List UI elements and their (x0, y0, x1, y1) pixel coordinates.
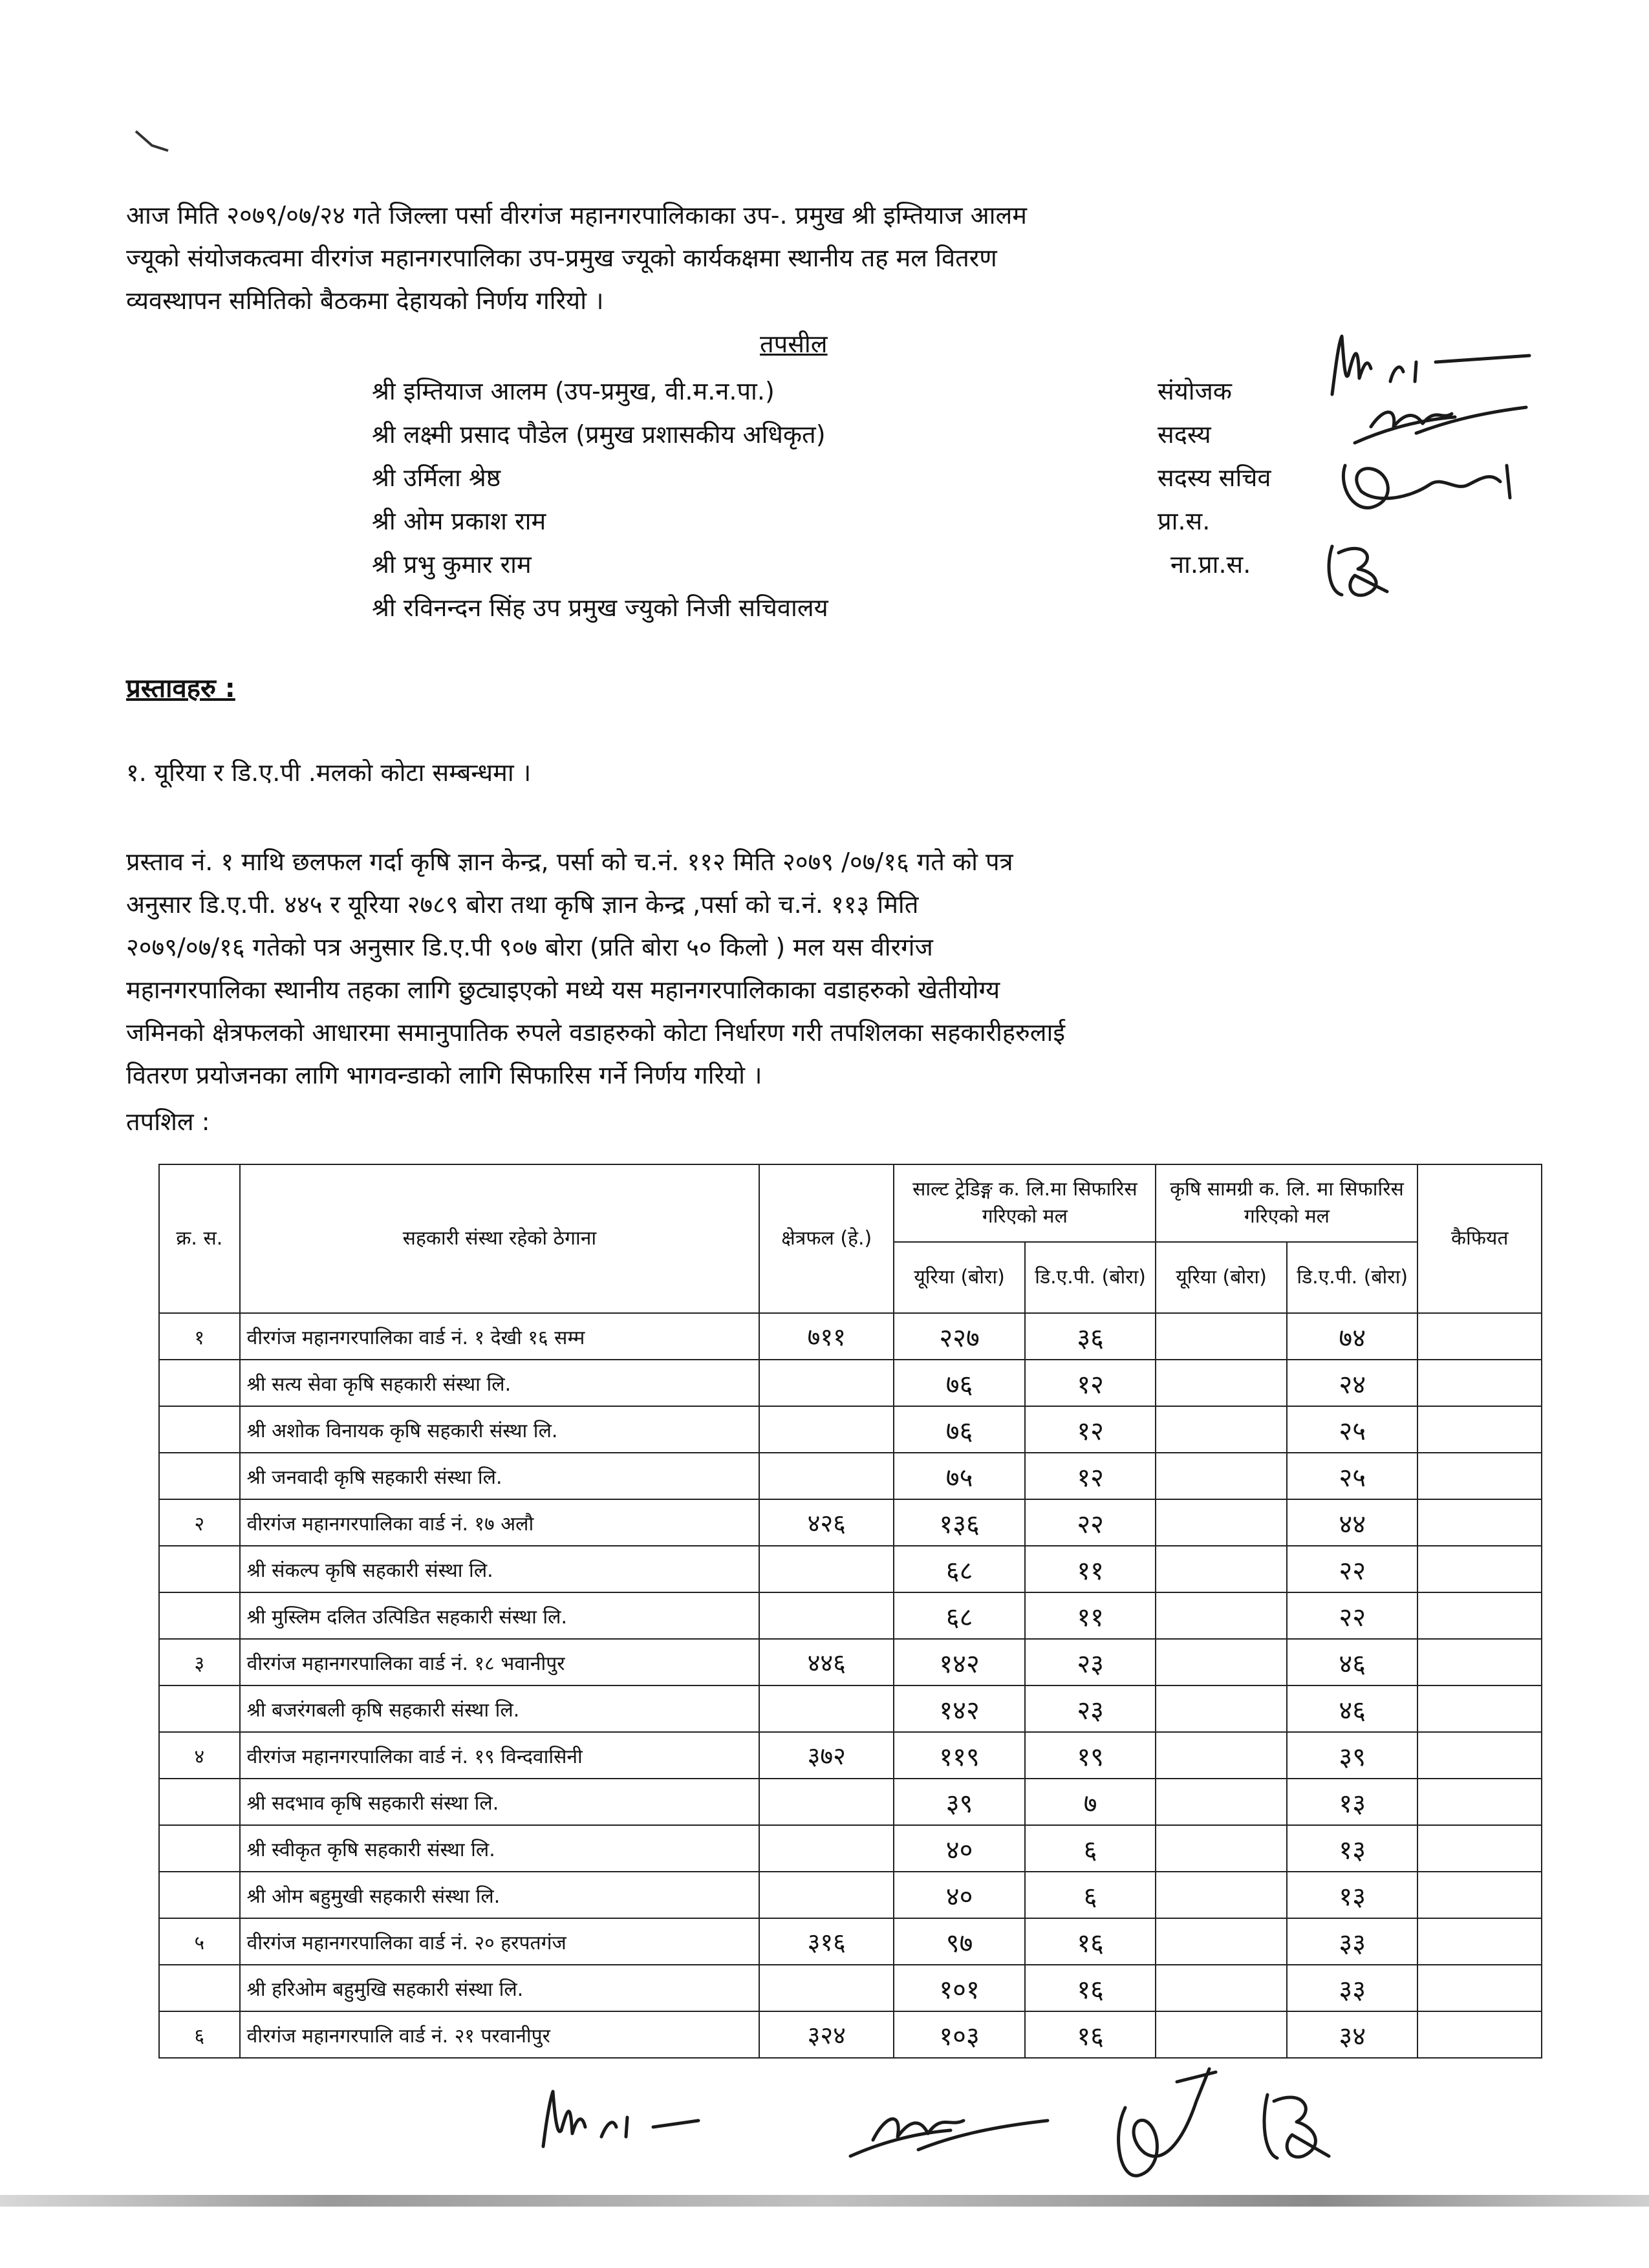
cell-salt-urea: ९७ (894, 1918, 1025, 1965)
cell-remarks (1417, 1406, 1542, 1453)
cooperative-row (159, 1546, 1542, 1592)
cell-krishi-dap: २२ (1287, 1546, 1418, 1592)
cell-name: श्री हरिओम बहुमुखि सहकारी संस्था लि. (240, 1965, 760, 2011)
member-name: श्री ओम प्रकाश राम (372, 507, 546, 535)
cell-krishi-dap: २२ (1287, 1592, 1418, 1639)
cell-krishi-dap: २५ (1287, 1406, 1418, 1453)
cell-salt-urea: ४० (894, 1872, 1025, 1918)
cell-remarks (1417, 1453, 1542, 1499)
cell-salt-dap: १६ (1025, 2011, 1156, 2058)
cell-remarks (1417, 1592, 1542, 1639)
header-name: सहकारी संस्था रहेको ठेगाना (240, 1164, 760, 1313)
cell-krishi-dap: ३३ (1287, 1965, 1418, 2011)
cell-remarks (1417, 1918, 1542, 1965)
cell-name: वीरगंज महानगरपालिका वार्ड नं. १ देखी १६ सम्म (240, 1313, 760, 1360)
cell-sn: ४ (159, 1732, 240, 1779)
cell-salt-urea: ७५ (894, 1453, 1025, 1499)
agenda-item: १. यूरिया र डि.ए.पी .मलको कोटा सम्बन्धमा । (126, 758, 532, 787)
cell-salt-urea: १३६ (894, 1499, 1025, 1546)
cell-krishi-dap: १३ (1287, 1779, 1418, 1825)
cell-area (759, 1406, 894, 1453)
cell-area (759, 1965, 894, 2011)
cell-sn (159, 1965, 240, 2011)
cell-krishi-dap: ४४ (1287, 1499, 1418, 1546)
cell-area (759, 1592, 894, 1639)
cooperative-row (159, 1779, 1542, 1825)
cell-remarks (1417, 1965, 1542, 2011)
cooperative-row (159, 1685, 1542, 1732)
cell-sn (159, 1406, 240, 1453)
cooperative-row (159, 1592, 1542, 1639)
cell-remarks (1417, 1779, 1542, 1825)
ward-row (159, 1918, 1542, 1965)
signature-bottom-member (841, 2095, 1061, 2166)
cell-name: वीरगंज महानगरपालिका वार्ड नं. १९ विन्दवासिनी (240, 1732, 760, 1779)
decision-paragraph (126, 840, 1516, 1097)
decision-line: जमिनको क्षेत्रफलको आधारमा समानुपातिक रुपले वडाहरुको कोटा निर्धारण गरी तपशिलका सहकारीहरुलाई (126, 1018, 1066, 1047)
cell-krishi-urea (1156, 1732, 1287, 1779)
cell-sn: ५ (159, 1918, 240, 1965)
decision-line: २०७९/०७/१६ गतेको पत्र अनुसार डि.ए.पी ९०७ बोरा (प्रति बोरा ५० किलो ) मल यस वीरगंज (126, 933, 933, 961)
decision-line: अनुसार डि.ए.पी. ४४५ र यूरिया २७८९ बोरा तथा कृषि ज्ञान केन्द्र ,पर्सा को च.नं. ११३ मिति (126, 890, 919, 919)
proposals-heading: प्रस्तावहरु : (126, 674, 235, 703)
cell-krishi-urea (1156, 1499, 1287, 1546)
header-krishi-dap: डि.ए.पी. (बोरा) (1287, 1242, 1418, 1313)
signature-pras (1313, 533, 1397, 604)
cell-sn (159, 1453, 240, 1499)
cell-krishi-dap: ४६ (1287, 1639, 1418, 1685)
cell-salt-urea: १४२ (894, 1639, 1025, 1685)
cell-name: वीरगंज महानगरपालिका वार्ड नं. २० हरपतगंज (240, 1918, 760, 1965)
member-name: श्री लक्ष्मी प्रसाद पौडेल (प्रमुख प्रशासकीय अधिकृत) (372, 420, 826, 449)
cell-remarks (1417, 1639, 1542, 1685)
header-krishi-group: कृषि सामग्री क. लि. मा सिफारिस गरिएको मल (1156, 1164, 1417, 1242)
member-name: श्री उर्मिला श्रेष्ठ (372, 464, 501, 492)
cell-salt-urea: ७६ (894, 1406, 1025, 1453)
cooperative-row (159, 1360, 1542, 1406)
cell-name: श्री अशोक विनायक कृषि सहकारी संस्था लि. (240, 1406, 760, 1453)
cell-krishi-urea (1156, 1965, 1287, 2011)
cell-krishi-urea (1156, 1453, 1287, 1499)
cell-area: ४४६ (759, 1639, 894, 1685)
cell-krishi-urea (1156, 1779, 1287, 1825)
cell-sn: १ (159, 1313, 240, 1360)
cell-sn (159, 1360, 240, 1406)
cell-salt-urea: २२७ (894, 1313, 1025, 1360)
cell-name: श्री मुस्लिम दलित उत्पिडित सहकारी संस्था लि. (240, 1592, 760, 1639)
member-role: सदस्य सचिव (1158, 464, 1271, 492)
cell-name: श्री ओम बहुमुखी सहकारी संस्था लि. (240, 1872, 760, 1918)
member-role: ना.प्रा.स. (1170, 550, 1251, 579)
cell-salt-dap: ६ (1025, 1872, 1156, 1918)
cell-salt-urea: ३९ (894, 1779, 1025, 1825)
cell-remarks (1417, 1313, 1542, 1360)
cell-remarks (1417, 1499, 1542, 1546)
member-role: प्रा.स. (1158, 507, 1211, 535)
cell-area (759, 1546, 894, 1592)
cell-salt-urea: १४२ (894, 1685, 1025, 1732)
cell-name: श्री स्वीकृत कृषि सहकारी संस्था लि. (240, 1825, 760, 1872)
cell-name: श्री जनवादी कृषि सहकारी संस्था लि. (240, 1453, 760, 1499)
decision-line: वितरण प्रयोजनका लागि भागवन्डाको लागि सिफारिस गर्ने निर्णय गरियो । (126, 1061, 762, 1089)
cell-salt-dap: १२ (1025, 1360, 1156, 1406)
allocation-table (158, 1164, 1542, 2059)
cell-krishi-dap: १३ (1287, 1825, 1418, 1872)
cell-name: वीरगंज महानगरपालिका वार्ड नं. १८ भवानीपुर (240, 1639, 760, 1685)
member-name: श्री प्रभु कुमार राम (372, 550, 532, 579)
signature-bottom-pras (1248, 2082, 1339, 2172)
cell-name: श्री सदभाव कृषि सहकारी संस्था लि. (240, 1779, 760, 1825)
cell-krishi-urea (1156, 1639, 1287, 1685)
cell-salt-urea: ४० (894, 1825, 1025, 1872)
signature-secretary (1332, 446, 1539, 517)
header-salt-group: साल्ट ट्रेडिङ्ग क. लि.मा सिफारिस गरिएको मल (894, 1164, 1156, 1242)
header-salt-urea: यूरिया (बोरा) (894, 1242, 1025, 1313)
cell-sn (159, 1825, 240, 1872)
cell-sn (159, 1872, 240, 1918)
cell-krishi-urea (1156, 1685, 1287, 1732)
cell-remarks (1417, 2011, 1542, 2058)
cooperative-row (159, 1406, 1542, 1453)
cell-krishi-urea (1156, 1406, 1287, 1453)
table-body (159, 1313, 1542, 2058)
signature-bottom-convener (530, 2082, 776, 2153)
cooperative-row (159, 1453, 1542, 1499)
header-sn: क्र. स. (159, 1164, 240, 1313)
cell-area: ३१६ (759, 1918, 894, 1965)
cell-salt-urea: १०३ (894, 2011, 1025, 2058)
pen-mark (133, 126, 178, 158)
cell-salt-urea: ६८ (894, 1592, 1025, 1639)
member-name: श्री रविनन्दन सिंह उप प्रमुख ज्युको निजी सचिवालय (372, 594, 828, 622)
cell-krishi-dap: ४६ (1287, 1685, 1418, 1732)
cell-salt-dap: १९ (1025, 1732, 1156, 1779)
cell-salt-urea: ७६ (894, 1360, 1025, 1406)
signature-bottom-secretary (1099, 2056, 1229, 2192)
intro-line: व्यवस्थापन समितिको बैठकमा देहायको निर्णय गरियो । (126, 286, 604, 315)
cell-remarks (1417, 1360, 1542, 1406)
cell-area (759, 1872, 894, 1918)
cell-krishi-urea (1156, 1825, 1287, 1872)
ward-row (159, 1313, 1542, 1360)
cell-salt-dap: ७ (1025, 1779, 1156, 1825)
table-label: तपशिल : (126, 1107, 210, 1136)
cell-area (759, 1779, 894, 1825)
signature-member (1345, 394, 1539, 453)
cell-krishi-urea (1156, 1360, 1287, 1406)
member-name: श्री इम्तियाज आलम (उप-प्रमुख, वी.म.न.पा.) (372, 377, 775, 405)
header-salt-dap: डि.ए.पी. (बोरा) (1025, 1242, 1156, 1313)
intro-line: ज्यूको संयोजकत्वमा वीरगंज महानगरपालिका उप-प्रमुख ज्यूको कार्यकक्षमा स्थानीय तह मल वितरण (126, 244, 997, 272)
cell-krishi-dap: २४ (1287, 1360, 1418, 1406)
cell-name: श्री बजरंगबली कृषि सहकारी संस्था लि. (240, 1685, 760, 1732)
ward-row (159, 1499, 1542, 1546)
cell-salt-dap: १६ (1025, 1965, 1156, 2011)
cell-sn: ३ (159, 1639, 240, 1685)
cell-sn (159, 1546, 240, 1592)
cell-krishi-dap: ७४ (1287, 1313, 1418, 1360)
cell-area (759, 1825, 894, 1872)
cell-remarks (1417, 1546, 1542, 1592)
cell-remarks (1417, 1825, 1542, 1872)
cell-sn (159, 1685, 240, 1732)
cell-name: श्री संकल्प कृषि सहकारी संस्था लि. (240, 1546, 760, 1592)
cell-area (759, 1360, 894, 1406)
cell-salt-dap: ११ (1025, 1592, 1156, 1639)
cell-area (759, 1453, 894, 1499)
ward-row (159, 2011, 1542, 2058)
member-role: सदस्य (1158, 420, 1211, 449)
cell-krishi-urea (1156, 1546, 1287, 1592)
cell-salt-urea: ११९ (894, 1732, 1025, 1779)
cell-area (759, 1685, 894, 1732)
cell-sn (159, 1592, 240, 1639)
cell-area: ३२४ (759, 2011, 894, 2058)
cell-sn: ६ (159, 2011, 240, 2058)
cell-salt-urea: ६८ (894, 1546, 1025, 1592)
cell-area: ७११ (759, 1313, 894, 1360)
cell-krishi-urea (1156, 1313, 1287, 1360)
cell-sn: २ (159, 1499, 240, 1546)
cell-salt-dap: २३ (1025, 1685, 1156, 1732)
cell-krishi-dap: २५ (1287, 1453, 1418, 1499)
member-role: संयोजक (1158, 377, 1232, 405)
cell-krishi-dap: ३९ (1287, 1732, 1418, 1779)
cell-salt-dap: २२ (1025, 1499, 1156, 1546)
cell-salt-dap: ६ (1025, 1825, 1156, 1872)
cell-salt-dap: ११ (1025, 1546, 1156, 1592)
cell-area: ३७२ (759, 1732, 894, 1779)
decision-line: प्रस्ताव नं. १ माथि छलफल गर्दा कृषि ज्ञान केन्द्र, पर्सा को च.नं. ११२ मिति २०७९ /०७/१६ गते को पत्र (126, 848, 1013, 876)
cooperative-row (159, 1872, 1542, 1918)
header-area: क्षेत्रफल (हे.) (759, 1164, 894, 1313)
cell-krishi-urea (1156, 1592, 1287, 1639)
cell-krishi-urea (1156, 2011, 1287, 2058)
intro-paragraph (126, 194, 1516, 322)
cell-salt-dap: ३६ (1025, 1313, 1156, 1360)
header-krishi-urea: यूरिया (बोरा) (1156, 1242, 1287, 1313)
cell-remarks (1417, 1685, 1542, 1732)
intro-line: आज मिति २०७९/०७/२४ गते जिल्ला पर्सा वीरगंज महानगरपालिकाका उप-. प्रमुख श्री इम्तियाज आलम (126, 201, 1027, 230)
cell-salt-dap: १२ (1025, 1453, 1156, 1499)
cell-name: श्री सत्य सेवा कृषि सहकारी संस्था लि. (240, 1360, 760, 1406)
cooperative-row (159, 1965, 1542, 2011)
cell-sn (159, 1779, 240, 1825)
ward-row (159, 1639, 1542, 1685)
cell-salt-dap: १६ (1025, 1918, 1156, 1965)
members-heading: तपसील (760, 330, 828, 358)
cell-krishi-dap: १३ (1287, 1872, 1418, 1918)
cell-krishi-dap: ३३ (1287, 1918, 1418, 1965)
cooperative-row (159, 1825, 1542, 1872)
cell-krishi-urea (1156, 1918, 1287, 1965)
ward-row (159, 1732, 1542, 1779)
cell-salt-dap: २३ (1025, 1639, 1156, 1685)
cell-salt-urea: १०१ (894, 1965, 1025, 2011)
cell-krishi-urea (1156, 1872, 1287, 1918)
header-remarks: कैफियत (1417, 1164, 1542, 1313)
cell-remarks (1417, 1872, 1542, 1918)
cell-area: ४२६ (759, 1499, 894, 1546)
cell-name: वीरगंज महानगरपालिका वार्ड नं. १७ अलौ (240, 1499, 760, 1546)
cell-name: वीरगंज महानगरपालि वार्ड नं. २१ परवानीपुर (240, 2011, 760, 2058)
cell-salt-dap: १२ (1025, 1406, 1156, 1453)
cell-krishi-dap: ३४ (1287, 2011, 1418, 2058)
decision-line: महानगरपालिका स्थानीय तहका लागि छुट्याइएको मध्ये यस महानगरपालिकाका वडाहरुको खेतीयोग्य (126, 976, 1000, 1004)
cell-remarks (1417, 1732, 1542, 1779)
scan-edge (0, 2195, 1649, 2207)
